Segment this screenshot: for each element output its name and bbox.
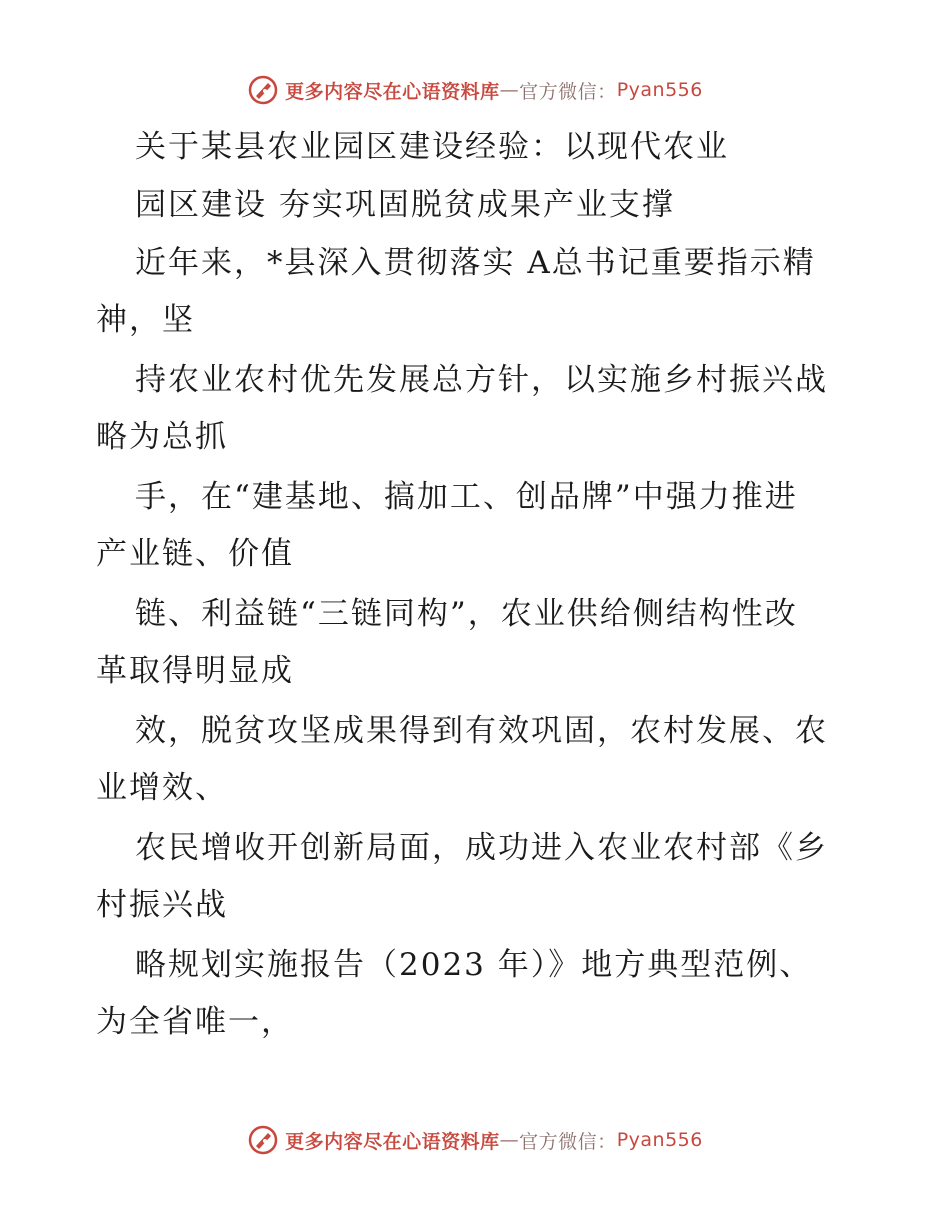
paragraph-line: 为全省唯一， bbox=[96, 1004, 294, 1040]
watermark-text: 更多内容尽在心语资料库 bbox=[285, 1130, 500, 1153]
watermark-label: 官方微信： bbox=[519, 1130, 617, 1153]
paragraph-line: 略规划实施报告（2023 年）》地方典型范例、 bbox=[135, 947, 813, 983]
paragraph-line: 产业链、价值 bbox=[96, 536, 294, 572]
header-watermark bbox=[0, 70, 950, 110]
footer-watermark bbox=[0, 1120, 950, 1160]
watermark-id: Pyan556 bbox=[616, 79, 703, 101]
circle-pen-logo-icon bbox=[247, 74, 279, 106]
paragraph-line: 链、利益链“三链同构”，农业供给侧结构性改 bbox=[135, 596, 798, 632]
watermark-text: 更多内容尽在心语资料库 bbox=[285, 80, 500, 103]
paragraph-line: 村振兴战 bbox=[96, 887, 228, 923]
paragraph-line: 近年来，*县深入贯彻落实 A总书记重要指示精 bbox=[135, 245, 816, 281]
watermark-separator: — bbox=[499, 79, 520, 101]
watermark-id: Pyan556 bbox=[616, 1129, 703, 1151]
paragraph-line: 农民增收开创新局面，成功进入农业农村部《乡 bbox=[135, 830, 828, 866]
paragraph-line: 效，脱贫攻坚成果得到有效巩固，农村发展、农 bbox=[135, 713, 828, 749]
watermark-separator: — bbox=[499, 1129, 520, 1151]
document-title-line-2: 园区建设 夯实巩固脱贫成果产业支撑 bbox=[135, 187, 675, 223]
paragraph-line: 略为总抓 bbox=[96, 419, 228, 455]
paragraph-line: 革取得明显成 bbox=[96, 653, 294, 689]
circle-pen-logo-icon bbox=[247, 1124, 279, 1156]
document-title-line-1: 关于某县农业园区建设经验：以现代农业 bbox=[135, 129, 729, 165]
paragraph-line: 业增效、 bbox=[96, 770, 228, 806]
paragraph-line: 神，坚 bbox=[96, 302, 195, 338]
paragraph-line: 持农业农村优先发展总方针，以实施乡村振兴战 bbox=[135, 362, 828, 398]
paragraph-line: 手，在“建基地、搞加工、创品牌”中强力推进 bbox=[135, 479, 798, 515]
watermark-label: 官方微信： bbox=[519, 80, 617, 103]
